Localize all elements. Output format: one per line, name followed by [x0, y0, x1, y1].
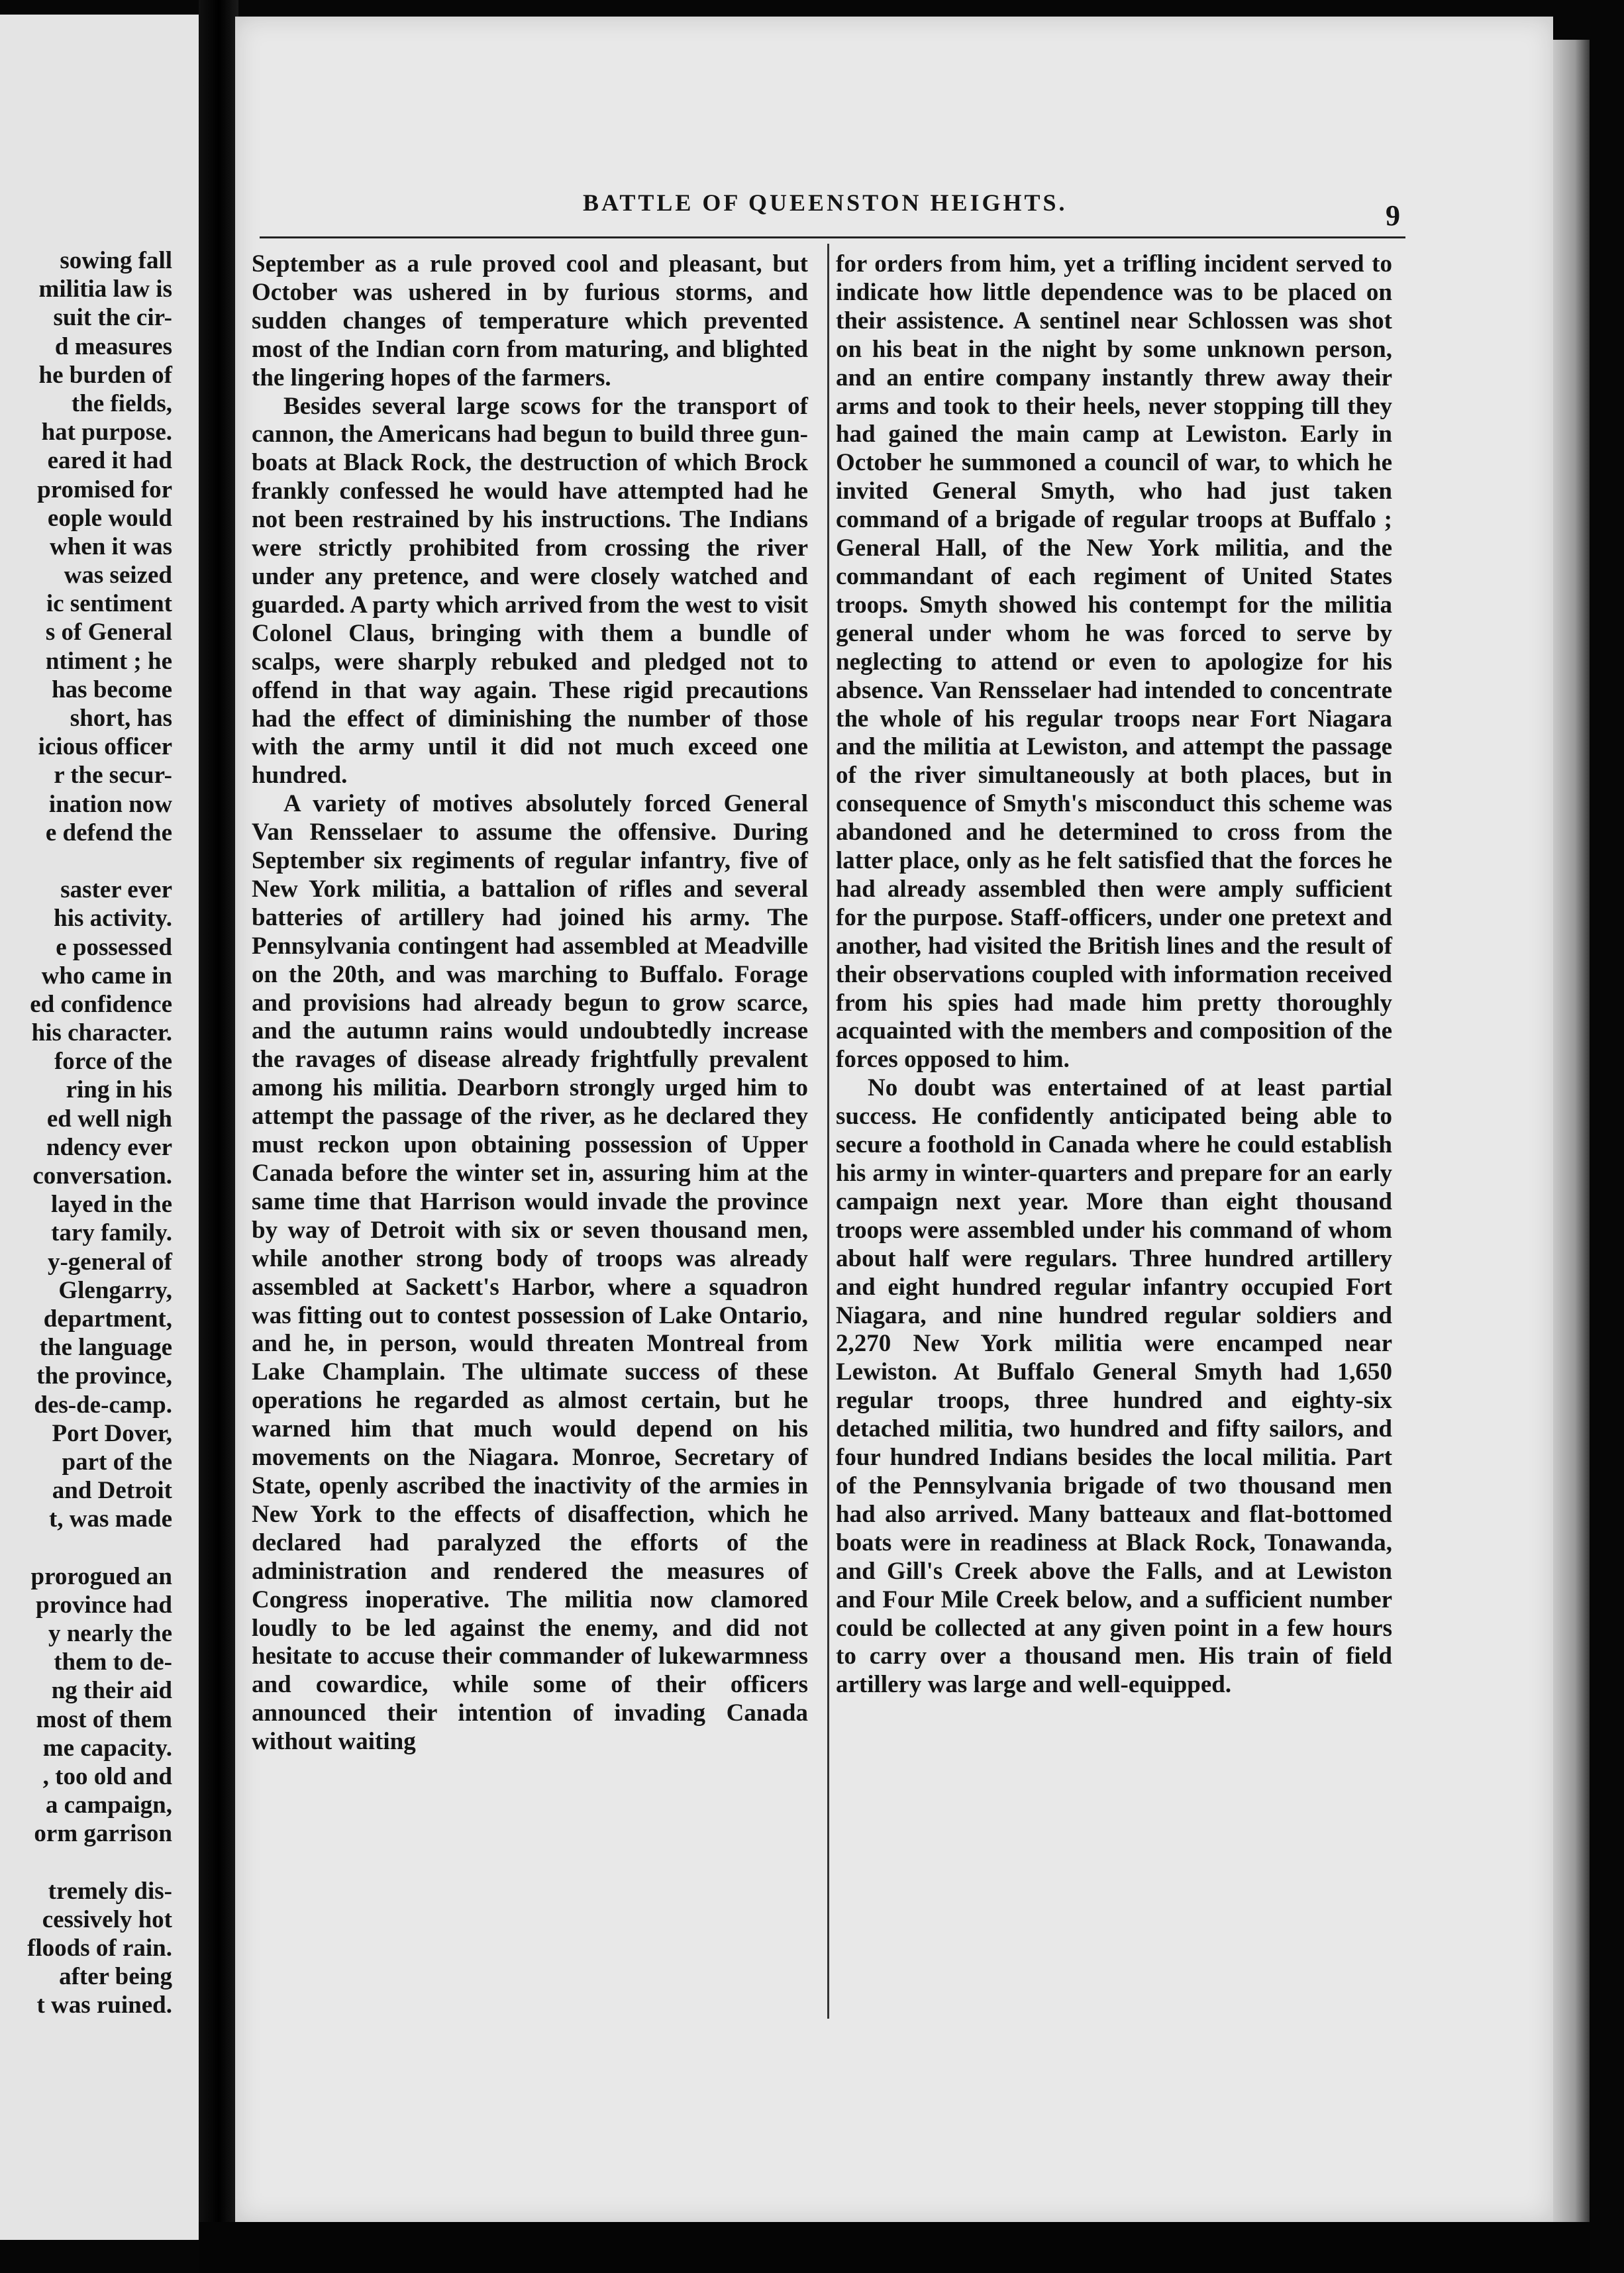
- left-page-line: [0, 847, 172, 876]
- left-page-line: ic sentiment: [46, 590, 172, 618]
- left-page-line: promised for: [37, 476, 172, 503]
- left-page-line: me capacity.: [42, 1734, 172, 1762]
- left-page-line: the language: [39, 1334, 172, 1362]
- book-gutter: [199, 0, 238, 2273]
- left-page-line: them to de-: [54, 1648, 172, 1676]
- left-page: [0, 15, 199, 2240]
- left-page-line: he burden of: [38, 361, 172, 389]
- left-page-line: s of General: [45, 619, 172, 646]
- left-page-line: a campaign,: [45, 1792, 172, 1819]
- left-page-line: prorogued an: [30, 1562, 172, 1590]
- left-page-line: eople would: [47, 504, 172, 532]
- left-page-line: Port Dover,: [52, 1419, 172, 1447]
- left-page-line: y-general of: [47, 1248, 172, 1276]
- left-page-line: hat purpose.: [41, 419, 172, 446]
- left-page-line: layed in the: [51, 1191, 172, 1219]
- left-page-line: t, was made: [48, 1505, 172, 1533]
- left-page-line: the province,: [36, 1362, 172, 1390]
- left-page-line: ed confidence: [30, 990, 172, 1018]
- left-page-line: tary family.: [51, 1219, 172, 1247]
- left-page-line: d measures: [54, 332, 172, 360]
- left-page-line: part of the: [62, 1448, 172, 1476]
- left-page-line: tremely dis-: [48, 1877, 172, 1905]
- left-page-line: ring in his: [66, 1076, 172, 1104]
- page-edge: [1553, 40, 1590, 2225]
- left-page-line: who came in: [41, 962, 172, 989]
- left-page-line: ed well nigh: [46, 1105, 172, 1133]
- left-page-line: after being: [59, 1963, 172, 1991]
- left-page-line: ination now: [48, 790, 172, 818]
- left-page-line: , too old and: [42, 1762, 172, 1790]
- bottom-shadow: [199, 2222, 1590, 2273]
- left-page-line: e possessed: [56, 933, 172, 961]
- left-page-line: orm garrison: [34, 1820, 172, 1848]
- left-page-line: militia law is: [38, 276, 172, 303]
- left-page-line: floods of rain.: [27, 1935, 172, 1962]
- left-page-line: suit the cir-: [53, 304, 172, 332]
- left-page-line: his character.: [31, 1019, 172, 1047]
- left-page-line: department,: [43, 1305, 172, 1333]
- left-page-line: ntiment ; he: [45, 647, 172, 675]
- left-page-line: t was ruined.: [36, 1992, 172, 2019]
- right-column: [836, 250, 1392, 1699]
- left-page-line: his activity.: [54, 905, 172, 933]
- left-page-line: conversation.: [32, 1162, 172, 1189]
- left-page-line: icious officer: [38, 733, 172, 761]
- left-page-line: when it was: [49, 532, 172, 560]
- column-divider: [827, 244, 829, 2019]
- paragraph: A variety of motives absolutely forced General Van Rensselaer to assume the offensive. During September six regiments of regular infantry, five of New York militia, a battalion of rifles and several batteries of artillery had joined his army. The Pennsylvania contingent had assembled at Meadville on the 20th, and was marching to Buffalo. Forage and provisions had already begun to grow scarce, and the autumn rains would undoubtedly increase the ravages of disease already frightfully prevalent among his militia. Dearborn strongly urged him to attempt the passage of the river, as he declared they must reckon upon obtaining possession of Upper Canada before the winter set in, assuring him at the same time that Harrison would invade the province by way of Detroit with six or seven thousand men, while another strong body of troops was already assembled at Sackett's Harbor, where a squadron was fitting out to contest possession of Lake Ontario, and he, in person, would threaten Montreal from Lake Champlain. The ultimate success of these operations he regarded as almost certain, but he warned him that much would depend on his movements on the Niagara. Monroe, Secretary of State, openly ascribed the inactivity of the armies in New York to the effects of disaffection, which he declared had paralyzed the efforts of the administration and rendered the measures of Congress inoperative. The militia now clamored loudly to be led against the enemy, and did not hesitate to accuse their commander of lukewarmness and cowardice, while some of their officers announced their intention of invading Canada without waiting: [252, 790, 808, 1756]
- left-page-line: [0, 1533, 172, 1562]
- left-page-line: y nearly the: [48, 1620, 172, 1647]
- left-page-line: eared it had: [47, 447, 172, 475]
- header-rule: [260, 236, 1405, 238]
- left-page-line: r the secur-: [54, 762, 172, 789]
- left-page-line: saster ever: [60, 876, 172, 904]
- left-page-line: Glengarry,: [58, 1276, 172, 1304]
- paragraph: September as a rule proved cool and pleasant, but October was ushered in by furious storms, and sudden changes of temperature which prevented most of the Indian corn from maturing, and blighted the lingering hopes of the farmers.: [252, 250, 808, 391]
- paragraph: Besides several large scows for the transport of cannon, the Americans had begun to build three gun-boats at Black Rock, the destruction of which Brock frankly confessed he would have attempted had he not been restrained by his instructions. The Indians were strictly prohibited from crossing the river under any pretence, and were closely watched and guarded. A party which arrived from the west to visit Colonel Claus, bringing with them a bundle of scalps, were sharply rebuked and pledged not to offend in that way again. These rigid precautions had the effect of diminishing the number of those with the army until it did not much exceed one hundred.: [252, 392, 808, 789]
- left-page-line: cessively hot: [42, 1905, 172, 1933]
- paragraph: No doubt was entertained of at least partial success. He confidently anticipated being able to secure a foothold in Canada where he could establish his army in winter-quarters and prepare for an early campaign next year. More than eight thousand troops were assembled under his command of whom about half were regulars. Three hundred artillery and eight hundred regular infantry occupied Fort Niagara, and nine hundred regular soldiers and 2,270 New York militia were encamped near Lewiston. At Buffalo General Smyth had 1,650 regular troops, three hundred and eighty-six detached militia, two hundred and fifty sailors, and four hundred Indians besides the local militia. Part of the Pennsylvania brigade of two thousand men had also arrived. Many batteaux and flat-bottomed boats were in readiness at Black Rock, Tonawanda, and Gill's Creek above the Falls, and at Lewiston and Four Mile Creek below, and a sufficient number could be collected at any given point in a few hours to carry over a thousand men. His train of field artillery was large and well-equipped.: [836, 1074, 1392, 1699]
- left-page-line: has become: [52, 676, 172, 703]
- page-number: 9: [1386, 199, 1400, 232]
- left-page-line: ng their aid: [51, 1677, 172, 1705]
- left-page-line: and Detroit: [52, 1477, 172, 1505]
- left-page-line: the fields,: [71, 389, 172, 417]
- left-page-line: short, has: [70, 705, 172, 732]
- running-header: BATTLE OF QUEENSTON HEIGHTS.: [583, 189, 1068, 216]
- left-page-line: province had: [36, 1591, 172, 1619]
- left-page-line: des-de-camp.: [34, 1391, 172, 1419]
- left-page-line: ndency ever: [46, 1133, 172, 1161]
- left-column: [252, 250, 808, 1756]
- left-page-text: [0, 246, 172, 2020]
- left-page-line: most of them: [36, 1705, 172, 1733]
- paragraph: for orders from him, yet a trifling incident served to indicate how little dependence was to be placed on their assistence. A sentinel near Schlossen was shot on his beat in the night by some unknown person, and an entire company instantly threw away their arms and took to their heels, never stopping till they had gained the main camp at Lewiston. Early in October he summoned a council of war, to which he invited General Smyth, who had just taken command of a brigade of regular troops at Buffalo ; General Hall, of the New York militia, and the commandant of each regiment of United States troops. Smyth showed his contempt for the militia general under whom he was forced to serve by neglecting to attend or even to apologize for his absence. Van Rensselaer had intended to concentrate the whole of his regular troops near Fort Niagara and the militia at Lewiston, and attempt the passage of the river simultaneously at both places, but in consequence of Smyth's misconduct this scheme was abandoned and he determined to cross from the latter place, only as he felt satisfied that the forces he had already assembled then were amply sufficient for the purpose. Staff-officers, under one pretext and another, had visited the British lines and the result of their observations coupled with information received from his spies had made him pretty thoroughly acquainted with the members and composition of the forces opposed to him.: [836, 250, 1392, 1074]
- left-page-line: [0, 1848, 172, 1877]
- left-page-line: sowing fall: [60, 247, 172, 274]
- left-page-line: e defend the: [45, 819, 172, 846]
- left-page-line: force of the: [54, 1048, 172, 1076]
- left-page-line: was seized: [64, 562, 172, 589]
